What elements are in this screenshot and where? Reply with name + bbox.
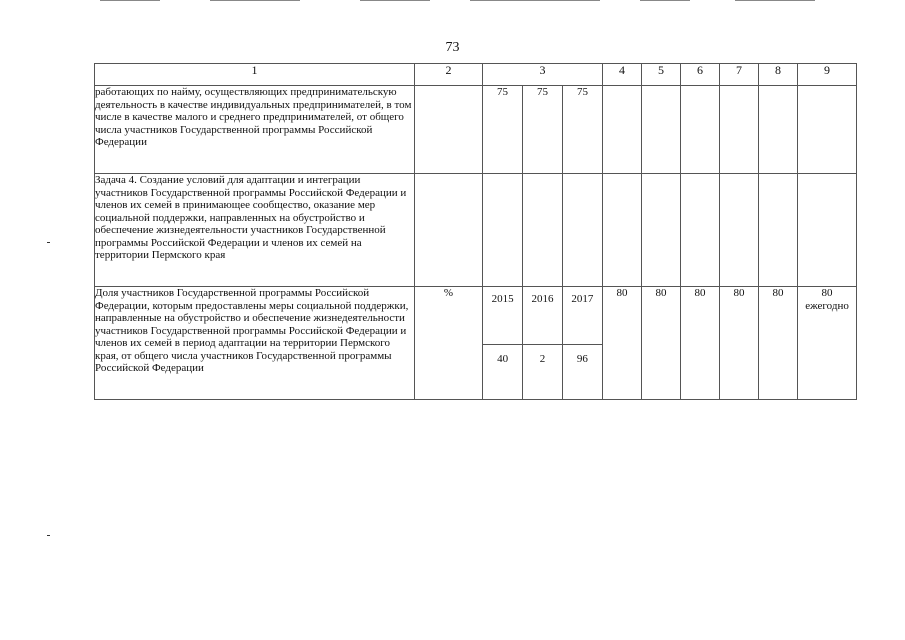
empty-cell <box>681 174 720 287</box>
unit-cell: % <box>415 287 483 400</box>
margin-mark <box>47 535 50 536</box>
year-label: 2016 <box>523 287 563 344</box>
header-cell: 4 <box>603 64 642 86</box>
header-cell: 7 <box>720 64 759 86</box>
unit-cell <box>415 86 483 174</box>
empty-cell <box>798 174 857 287</box>
value-cell <box>759 86 798 174</box>
value-cell: 75 <box>563 86 603 174</box>
year-value: 2 <box>523 344 563 399</box>
table-row <box>95 86 857 174</box>
empty-cell <box>642 174 681 287</box>
indicator-text: работающих по найму, осуществляющих предпринимательскую деятельность в качестве индивидуальных предпринимателей, в том числе в качестве малого и среднего предпринимателей, от общего числа участников Государственной программы Российской Федерации <box>95 86 415 174</box>
task-text: Задача 4. Создание условий для адаптации и интеграции участников Государственной программы Российской Федерации и членов их семей в принимающее сообщество, оказание мер социальной поддержки, направленных на обустройство и обеспечение жизнедеятельности участников Государственной программы Российской Федерации и членов их семей на территории Пермского края <box>95 174 415 287</box>
header-cell: 8 <box>759 64 798 86</box>
value-cell: 80 <box>642 287 681 400</box>
year-label: 2017 <box>562 287 602 344</box>
empty-cell <box>523 174 563 287</box>
indicator-table <box>94 63 857 400</box>
margin-mark <box>47 242 50 243</box>
header-cell: 1 <box>95 64 415 86</box>
empty-cell <box>563 174 603 287</box>
empty-cell <box>603 174 642 287</box>
table-row <box>95 287 857 400</box>
value-cell <box>642 86 681 174</box>
year-subtable-cell <box>483 287 603 400</box>
value-note: ежегодно <box>805 299 849 312</box>
value-cell: 80 <box>681 287 720 400</box>
value-cell: 75 <box>483 86 523 174</box>
value-cell: 80 <box>720 287 759 400</box>
value-cell: 80 <box>603 287 642 400</box>
header-cell: 3 <box>483 64 603 86</box>
table-row <box>95 174 857 287</box>
empty-cell <box>759 174 798 287</box>
value-cell <box>798 287 857 400</box>
value-cell <box>798 86 857 174</box>
header-cell: 5 <box>642 64 681 86</box>
value-cell: 80 <box>759 287 798 400</box>
value-number: 80 <box>821 287 833 299</box>
empty-cell <box>720 174 759 287</box>
page-number: 73 <box>445 40 460 55</box>
year-value: 96 <box>562 344 602 399</box>
value-cell: 75 <box>523 86 563 174</box>
indicator-text: Доля участников Государственной программы Российской Федерации, которым предоставлены меры социальной поддержки, направленные на обустройство и обеспечение жизнедеятельности участников Государственной программы Российской Федерации и членов их семей в период адаптации на территории Пермского края, от общего числа участников Государственной программы Российской Федерации <box>95 287 415 400</box>
value-cell <box>720 86 759 174</box>
empty-cell <box>415 174 483 287</box>
header-cell: 9 <box>798 64 857 86</box>
header-row <box>95 64 857 86</box>
value-cell <box>681 86 720 174</box>
empty-cell <box>483 174 523 287</box>
value-cell <box>603 86 642 174</box>
header-cell: 2 <box>415 64 483 86</box>
year-label: 2015 <box>491 293 514 305</box>
header-cell: 6 <box>681 64 720 86</box>
year-subtable <box>483 287 602 399</box>
year-value: 40 <box>483 344 523 399</box>
